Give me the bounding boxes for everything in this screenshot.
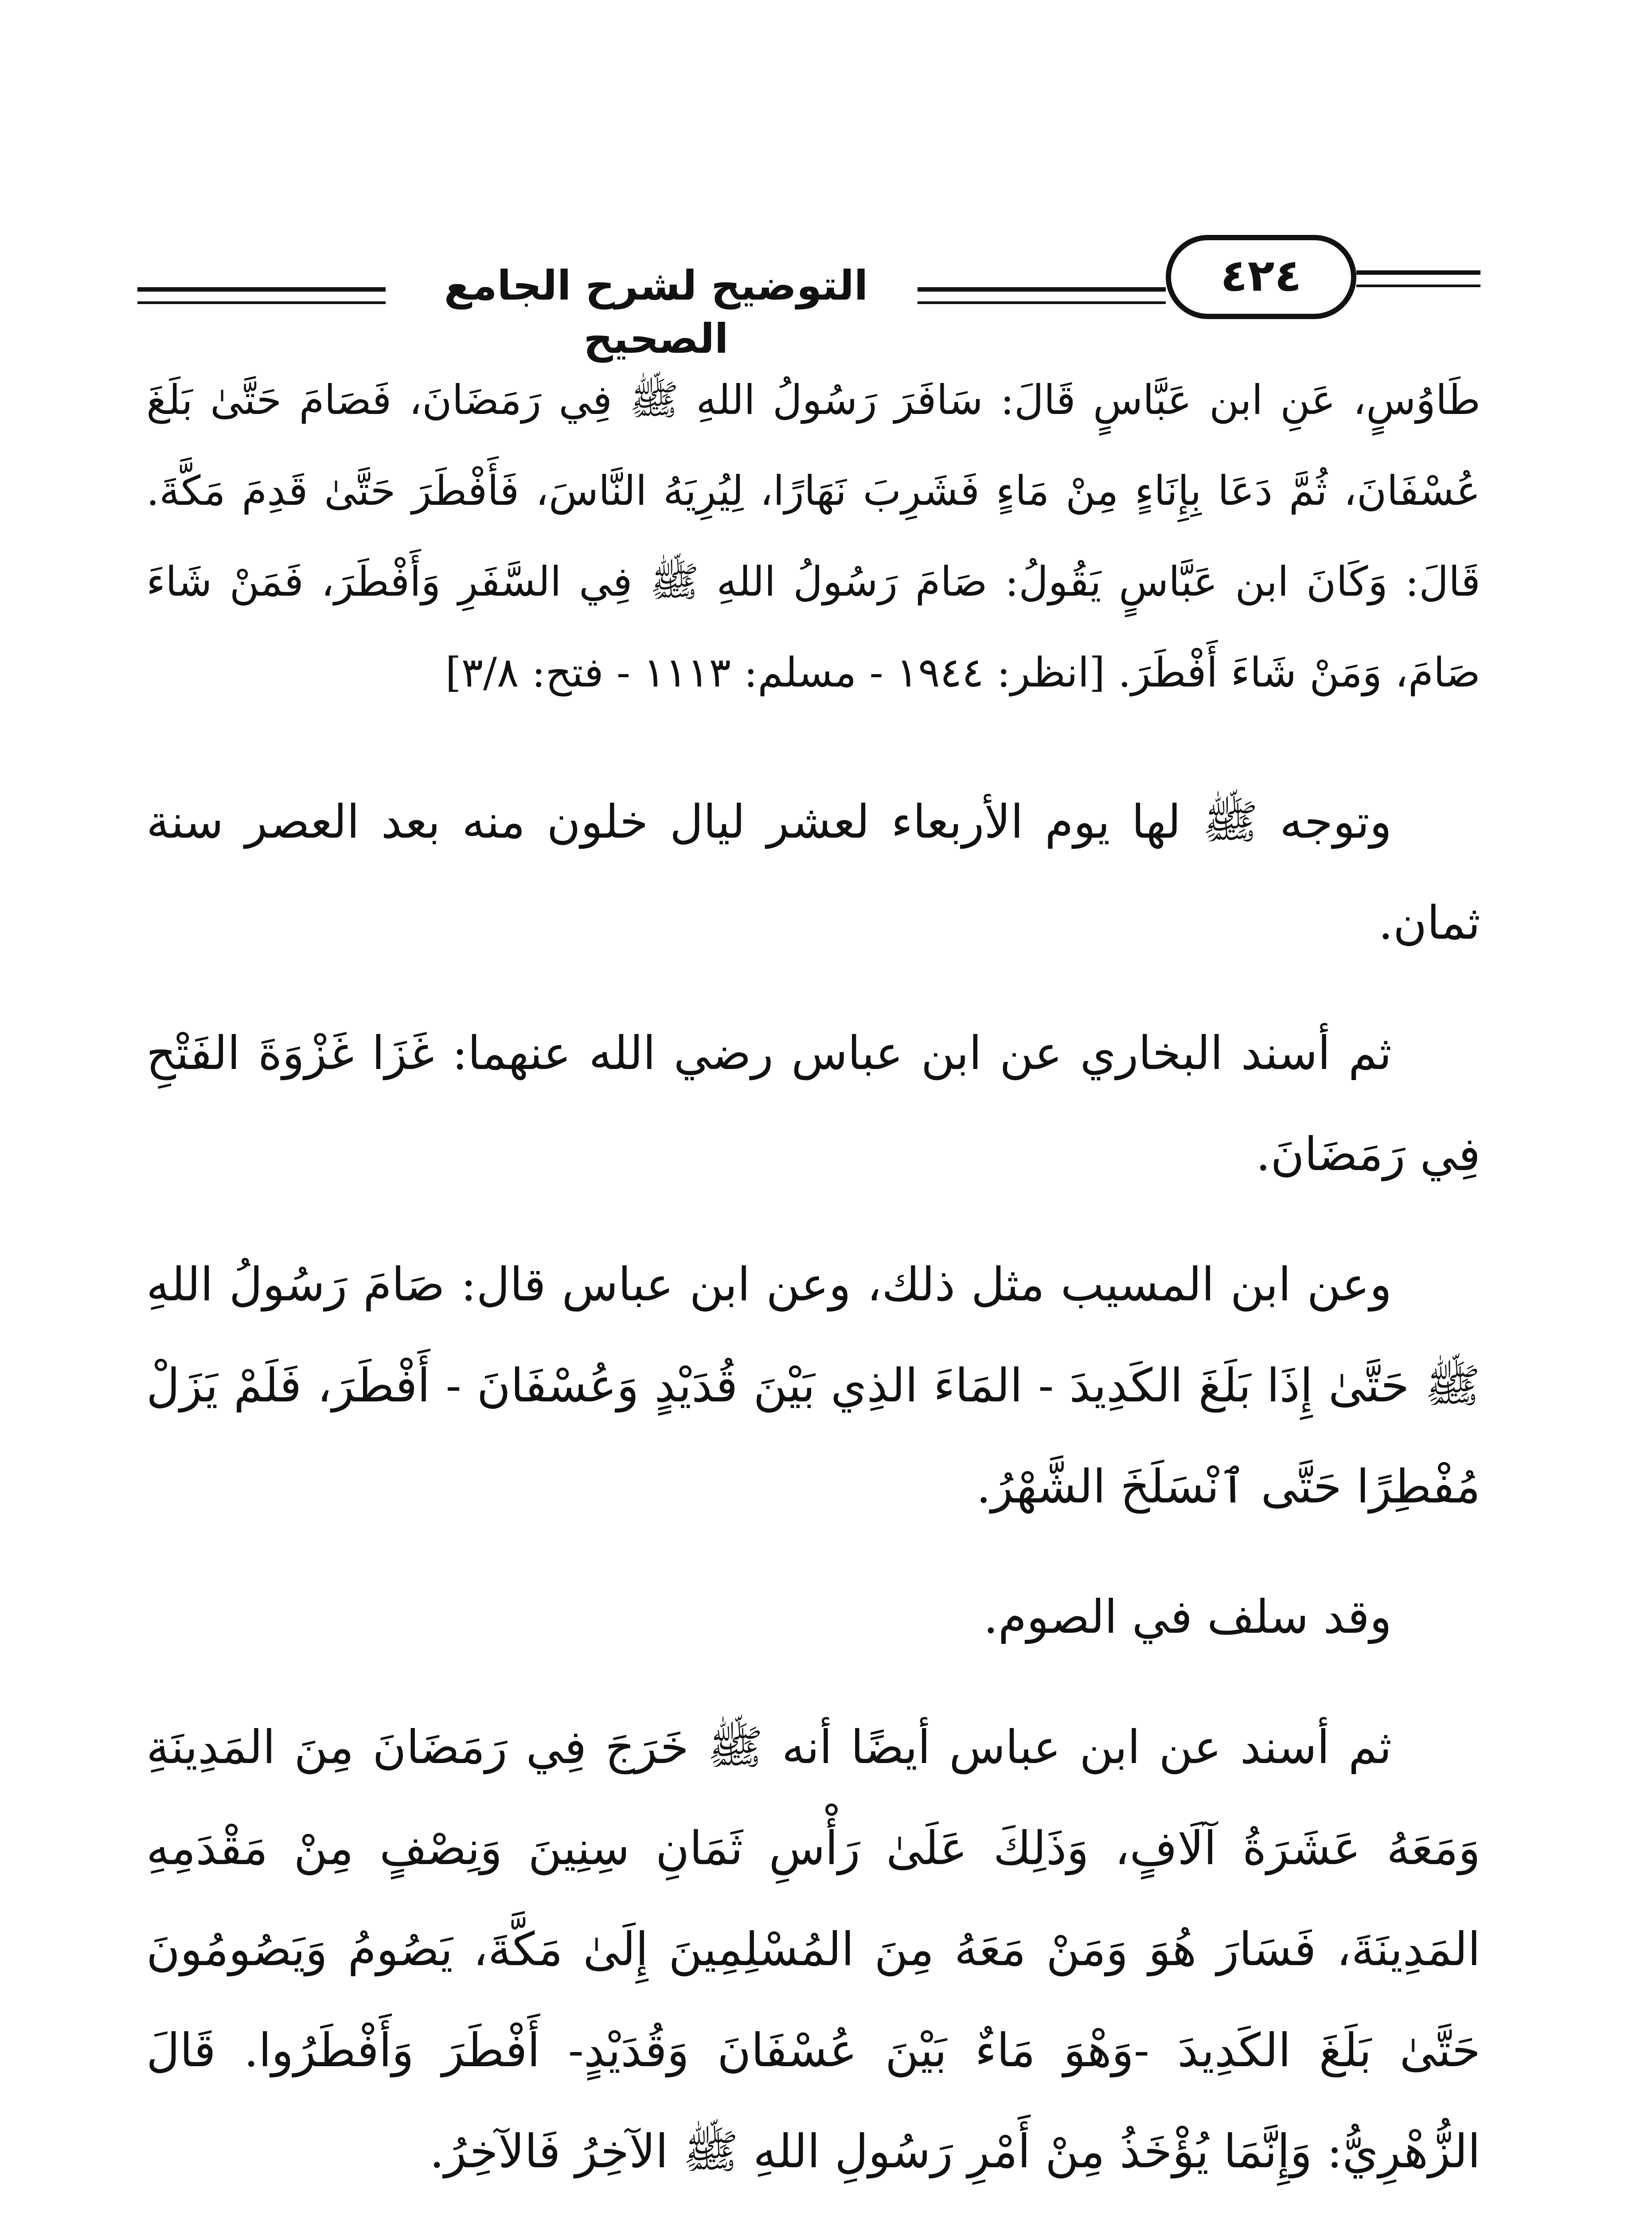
- page-number: ٤٢٤: [1220, 250, 1302, 301]
- header-rule-middle-bottom: [918, 301, 1166, 304]
- running-title: التوضيح لشرح الجامع الصحيح: [444, 262, 868, 363]
- page-header: [137, 235, 1480, 363]
- paragraph-3: وعن ابن المسيب مثل ذلك، وعن ابن عباس قال: صَامَ رَسُولُ اللهِ ﷺ حَتَّىٰ إِذَا بَلَغَ الكَدِيدَ - المَاءَ الذِي بَيْنَ قُدَيْدٍ وَعُسْفَانَ - أَفْطَرَ، فَلَمْ يَزَلْ مُفْطِرًا حَتَّى ٱنْسَلَخَ الشَّهْرُ.: [146, 1257, 1480, 1514]
- paragraph-1: وتوجه ﷺ لها يوم الأربعاء لعشر ليال خلون منه بعد العصر سنة ثمان.: [146, 795, 1480, 950]
- paragraph-4: وقد سلف في الصوم.: [983, 1590, 1392, 1644]
- header-rule-middle-top: [918, 287, 1166, 292]
- header-rule-left-top: [137, 287, 386, 292]
- page-number-badge: [1166, 235, 1356, 319]
- page-body: [146, 355, 1480, 2216]
- header-rule-right-top: [1356, 270, 1480, 275]
- header-rule-right-bottom: [1356, 285, 1480, 287]
- paragraph-2: ثم أسند البخاري عن ابن عباس رضي الله عنهما: غَزَا غَزْوَةَ الفَتْحِ فِي رَمَضَانَ.: [146, 1026, 1480, 1181]
- header-rule-left-bottom: [137, 301, 386, 304]
- hadith-text-block: طَاوُسٍ، عَنِ ابن عَبَّاسٍ قَالَ: سَافَرَ رَسُولُ اللهِ ﷺ فِي رَمَضَانَ، فَصَامَ حَتَّىٰ بَلَغَ عُسْفَانَ، ثُمَّ دَعَا بِإِنَاءٍ مِنْ مَاءٍ فَشَرِبَ نَهَارًا، لِيُرِيَهُ النَّاسَ، فَأَفْطَرَ حَتَّىٰ قَدِمَ مَكَّةَ. قَالَ: وَكَانَ ابن عَبَّاسٍ يَقُولُ: صَامَ رَسُولُ اللهِ ﷺ فِي السَّفَرِ وَأَفْطَرَ، فَمَنْ شَاءَ صَامَ، وَمَنْ شَاءَ أَفْطَرَ. [انظر: ١٩٤٤ - مسلم: ١١١٣ - فتح: ٣/٨]: [146, 376, 1480, 696]
- paragraph-5: ثم أسند عن ابن عباس أيضًا أنه ﷺ خَرَجَ فِي رَمَضَانَ مِنَ المَدِينَةِ وَمَعَهُ عَشَرَةُ آلَافٍ، وَذَلِكَ عَلَىٰ رَأْسِ ثَمَانِ سِنِينَ وَنِصْفٍ مِنْ مَقْدَمِهِ المَدِينَةَ، فَسَارَ هُوَ وَمَنْ مَعَهُ مِنَ المُسْلِمِينَ إِلَىٰ مَكَّةَ، يَصُومُ وَيَصُومُونَ حَتَّىٰ بَلَغَ الكَدِيدَ -وَهْوَ مَاءٌ بَيْنَ عُسْفَانَ وَقُدَيْدٍ- أَفْطَرَ وَأَفْطَرُوا. قَالَ الزُّهْرِيُّ: وَإِنَّمَا يُؤْخَذُ مِنْ أَمْرِ رَسُولِ اللهِ ﷺ الآخِرُ فَالآخِرُ.: [146, 1720, 1481, 2178]
